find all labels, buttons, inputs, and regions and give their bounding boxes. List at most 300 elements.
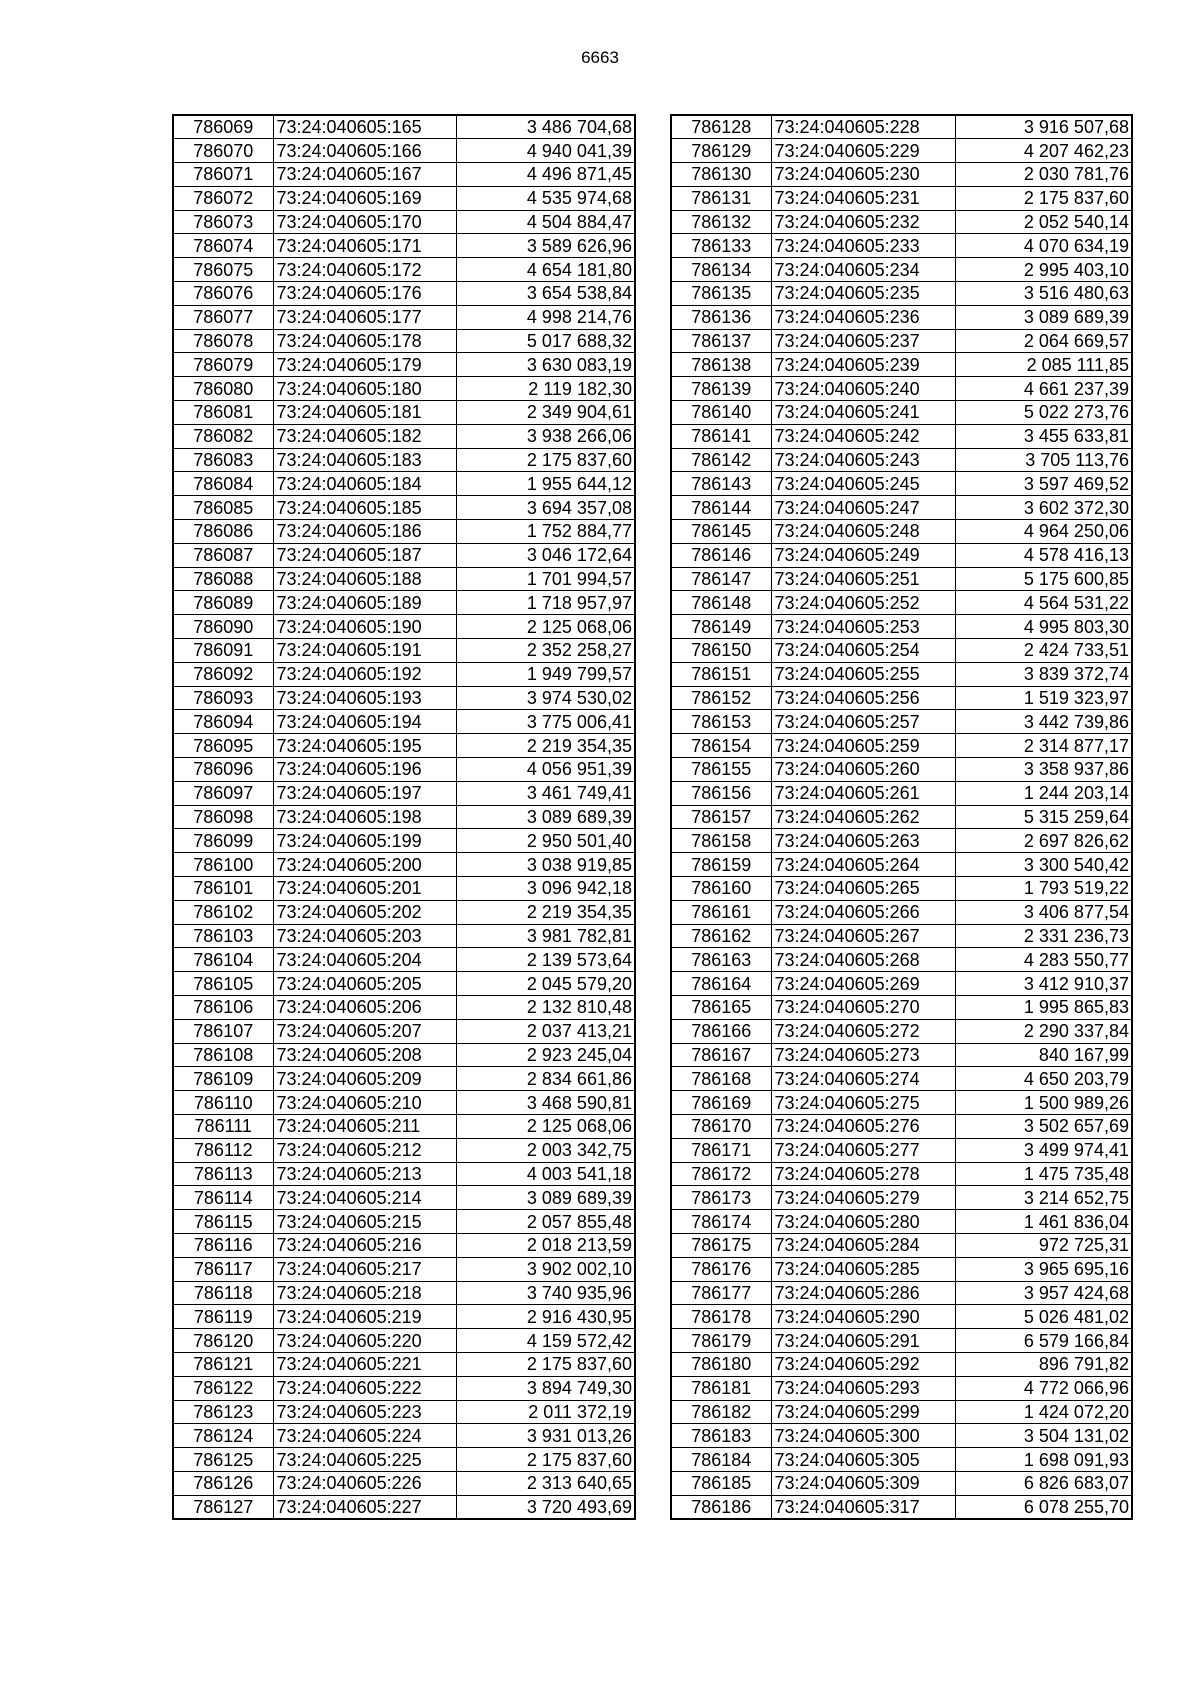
- row-number-cell: 786153: [671, 710, 771, 734]
- cadastral-number-cell: 73:24:040605:193: [273, 686, 456, 710]
- row-number-cell: 786156: [671, 781, 771, 805]
- row-number-cell: 786136: [671, 305, 771, 329]
- table-row: [173, 1186, 635, 1210]
- table-row: [671, 1138, 1132, 1162]
- row-number-cell: 786173: [671, 1186, 771, 1210]
- table-row: [173, 448, 635, 472]
- value-cell: 1 793 519,22: [955, 877, 1132, 901]
- row-number-cell: 786185: [671, 1471, 771, 1495]
- cadastral-number-cell: 73:24:040605:277: [771, 1138, 955, 1162]
- table-row: [671, 1424, 1132, 1448]
- value-cell: 840 167,99: [955, 1043, 1132, 1067]
- row-number-cell: 786134: [671, 258, 771, 282]
- row-number-cell: 786179: [671, 1329, 771, 1353]
- table-row: [671, 1352, 1132, 1376]
- row-number-cell: 786072: [173, 186, 273, 210]
- cadastral-number-cell: 73:24:040605:254: [771, 639, 955, 663]
- row-number-cell: 786155: [671, 758, 771, 782]
- row-number-cell: 786163: [671, 948, 771, 972]
- value-cell: 2 132 810,48: [456, 995, 635, 1019]
- table-row: [671, 1067, 1132, 1091]
- row-number-cell: 786099: [173, 829, 273, 853]
- row-number-cell: 786172: [671, 1162, 771, 1186]
- table-row: [173, 424, 635, 448]
- cadastral-number-cell: 73:24:040605:241: [771, 401, 955, 425]
- value-cell: 3 965 695,16: [955, 1257, 1132, 1281]
- row-number-cell: 786135: [671, 282, 771, 306]
- cadastral-number-cell: 73:24:040605:284: [771, 1233, 955, 1257]
- cadastral-number-cell: 73:24:040605:178: [273, 329, 456, 353]
- cadastral-number-cell: 73:24:040605:207: [273, 1019, 456, 1043]
- value-cell: 2 219 354,35: [456, 900, 635, 924]
- value-cell: 2 950 501,40: [456, 829, 635, 853]
- cadastral-number-cell: 73:24:040605:278: [771, 1162, 955, 1186]
- value-cell: 2 119 182,30: [456, 377, 635, 401]
- table-row: [173, 1424, 635, 1448]
- table-row: [173, 615, 635, 639]
- row-number-cell: 786078: [173, 329, 273, 353]
- table-row: [671, 710, 1132, 734]
- row-number-cell: 786174: [671, 1210, 771, 1234]
- table-body-left: [173, 115, 635, 1519]
- value-cell: 1 752 884,77: [456, 520, 635, 544]
- table-row: [671, 900, 1132, 924]
- cadastral-number-cell: 73:24:040605:305: [771, 1448, 955, 1472]
- cadastral-number-cell: 73:24:040605:260: [771, 758, 955, 782]
- row-number-cell: 786122: [173, 1376, 273, 1400]
- value-cell: 5 175 600,85: [955, 567, 1132, 591]
- cadastral-number-cell: 73:24:040605:188: [273, 567, 456, 591]
- table-row: [173, 1067, 635, 1091]
- table-row: [671, 210, 1132, 234]
- value-cell: 4 650 203,79: [955, 1067, 1132, 1091]
- cadastral-number-cell: 73:24:040605:169: [273, 186, 456, 210]
- table-row: [671, 234, 1132, 258]
- value-cell: 2 037 413,21: [456, 1019, 635, 1043]
- cadastral-number-cell: 73:24:040605:235: [771, 282, 955, 306]
- cadastral-number-cell: 73:24:040605:293: [771, 1376, 955, 1400]
- value-cell: 3 214 652,75: [955, 1186, 1132, 1210]
- value-cell: 3 957 424,68: [955, 1281, 1132, 1305]
- row-number-cell: 786074: [173, 234, 273, 258]
- value-cell: 4 496 871,45: [456, 163, 635, 187]
- cadastral-number-cell: 73:24:040605:180: [273, 377, 456, 401]
- cadastral-number-cell: 73:24:040605:239: [771, 353, 955, 377]
- cadastral-number-cell: 73:24:040605:292: [771, 1352, 955, 1376]
- cadastral-number-cell: 73:24:040605:230: [771, 163, 955, 187]
- table-row: [671, 591, 1132, 615]
- value-cell: 3 705 113,76: [955, 448, 1132, 472]
- table-row: [671, 305, 1132, 329]
- cadastral-number-cell: 73:24:040605:228: [771, 115, 955, 139]
- row-number-cell: 786157: [671, 805, 771, 829]
- value-cell: 3 412 910,37: [955, 972, 1132, 996]
- table-row: [173, 639, 635, 663]
- value-cell: 3 775 006,41: [456, 710, 635, 734]
- page-number: 6663: [581, 48, 619, 67]
- table-row: [173, 472, 635, 496]
- value-cell: 4 207 462,23: [955, 139, 1132, 163]
- table-row: [173, 710, 635, 734]
- value-cell: 3 602 372,30: [955, 496, 1132, 520]
- table-row: [173, 1471, 635, 1495]
- table-row: [173, 115, 635, 139]
- row-number-cell: 786117: [173, 1257, 273, 1281]
- cadastral-number-cell: 73:24:040605:291: [771, 1329, 955, 1353]
- cadastral-number-cell: 73:24:040605:176: [273, 282, 456, 306]
- cadastral-number-cell: 73:24:040605:167: [273, 163, 456, 187]
- table-row: [671, 1281, 1132, 1305]
- cadastral-number-cell: 73:24:040605:223: [273, 1400, 456, 1424]
- row-number-cell: 786084: [173, 472, 273, 496]
- cadastral-number-cell: 73:24:040605:261: [771, 781, 955, 805]
- cadastral-number-cell: 73:24:040605:200: [273, 853, 456, 877]
- table-row: [671, 639, 1132, 663]
- value-cell: 3 894 749,30: [456, 1376, 635, 1400]
- row-number-cell: 786139: [671, 377, 771, 401]
- table-row: [671, 781, 1132, 805]
- value-cell: 1 424 072,20: [955, 1400, 1132, 1424]
- cadastral-number-cell: 73:24:040605:165: [273, 115, 456, 139]
- row-number-cell: 786115: [173, 1210, 273, 1234]
- row-number-cell: 786161: [671, 900, 771, 924]
- value-cell: 4 995 803,30: [955, 615, 1132, 639]
- value-cell: 4 504 884,47: [456, 210, 635, 234]
- row-number-cell: 786119: [173, 1305, 273, 1329]
- cadastral-number-cell: 73:24:040605:218: [273, 1281, 456, 1305]
- table-row: [671, 1495, 1132, 1519]
- value-cell: 2 424 733,51: [955, 639, 1132, 663]
- table-row: [671, 448, 1132, 472]
- table-row: [671, 567, 1132, 591]
- row-number-cell: 786112: [173, 1138, 273, 1162]
- cadastral-number-cell: 73:24:040605:185: [273, 496, 456, 520]
- table-row: [173, 1495, 635, 1519]
- cadastral-number-cell: 73:24:040605:194: [273, 710, 456, 734]
- value-cell: 1 519 323,97: [955, 686, 1132, 710]
- value-cell: 1 500 989,26: [955, 1091, 1132, 1115]
- table-row: [173, 543, 635, 567]
- table-row: [671, 543, 1132, 567]
- value-cell: 2 219 354,35: [456, 734, 635, 758]
- value-cell: 2 064 669,57: [955, 329, 1132, 353]
- table-row: [173, 877, 635, 901]
- cadastral-number-cell: 73:24:040605:211: [273, 1114, 456, 1138]
- table-row: [173, 520, 635, 544]
- table-row: [173, 377, 635, 401]
- cadastral-number-cell: 73:24:040605:273: [771, 1043, 955, 1067]
- row-number-cell: 786086: [173, 520, 273, 544]
- row-number-cell: 786087: [173, 543, 273, 567]
- table-row: [173, 662, 635, 686]
- row-number-cell: 786110: [173, 1091, 273, 1115]
- value-cell: 6 078 255,70: [955, 1495, 1132, 1519]
- table-row: [671, 948, 1132, 972]
- table-row: [173, 1138, 635, 1162]
- row-number-cell: 786107: [173, 1019, 273, 1043]
- table-row: [671, 1114, 1132, 1138]
- table-row: [173, 329, 635, 353]
- row-number-cell: 786091: [173, 639, 273, 663]
- value-cell: 1 475 735,48: [955, 1162, 1132, 1186]
- value-cell: 1 244 203,14: [955, 781, 1132, 805]
- table-row: [173, 163, 635, 187]
- row-number-cell: 786100: [173, 853, 273, 877]
- table-row: [671, 1257, 1132, 1281]
- row-number-cell: 786160: [671, 877, 771, 901]
- data-table-right: [670, 114, 1133, 1520]
- table-row: [671, 520, 1132, 544]
- value-cell: 2 045 579,20: [456, 972, 635, 996]
- cadastral-number-cell: 73:24:040605:270: [771, 995, 955, 1019]
- row-number-cell: 786184: [671, 1448, 771, 1472]
- table-row: [671, 1043, 1132, 1067]
- row-number-cell: 786073: [173, 210, 273, 234]
- cadastral-number-cell: 73:24:040605:274: [771, 1067, 955, 1091]
- row-number-cell: 786093: [173, 686, 273, 710]
- value-cell: 3 902 002,10: [456, 1257, 635, 1281]
- cadastral-number-cell: 73:24:040605:195: [273, 734, 456, 758]
- row-number-cell: 786178: [671, 1305, 771, 1329]
- row-number-cell: 786147: [671, 567, 771, 591]
- cadastral-number-cell: 73:24:040605:201: [273, 877, 456, 901]
- table-row: [671, 1233, 1132, 1257]
- table-row: [173, 948, 635, 972]
- table-row: [671, 1091, 1132, 1115]
- row-number-cell: 786094: [173, 710, 273, 734]
- row-number-cell: 786118: [173, 1281, 273, 1305]
- value-cell: 4 964 250,06: [955, 520, 1132, 544]
- row-number-cell: 786170: [671, 1114, 771, 1138]
- value-cell: 3 468 590,81: [456, 1091, 635, 1115]
- row-number-cell: 786159: [671, 853, 771, 877]
- row-number-cell: 786182: [671, 1400, 771, 1424]
- row-number-cell: 786075: [173, 258, 273, 282]
- row-number-cell: 786165: [671, 995, 771, 1019]
- row-number-cell: 786133: [671, 234, 771, 258]
- row-number-cell: 786081: [173, 401, 273, 425]
- row-number-cell: 786181: [671, 1376, 771, 1400]
- value-cell: 3 502 657,69: [955, 1114, 1132, 1138]
- table-row: [671, 258, 1132, 282]
- table-row: [671, 877, 1132, 901]
- cadastral-number-cell: 73:24:040605:202: [273, 900, 456, 924]
- table-row: [671, 1400, 1132, 1424]
- table-row: [173, 924, 635, 948]
- table-row: [671, 424, 1132, 448]
- value-cell: 3 089 689,39: [456, 1186, 635, 1210]
- cadastral-number-cell: 73:24:040605:209: [273, 1067, 456, 1091]
- cadastral-number-cell: 73:24:040605:309: [771, 1471, 955, 1495]
- row-number-cell: 786176: [671, 1257, 771, 1281]
- value-cell: 3 694 357,08: [456, 496, 635, 520]
- cadastral-number-cell: 73:24:040605:240: [771, 377, 955, 401]
- row-number-cell: 786096: [173, 758, 273, 782]
- value-cell: 4 070 634,19: [955, 234, 1132, 258]
- cadastral-number-cell: 73:24:040605:186: [273, 520, 456, 544]
- cadastral-number-cell: 73:24:040605:184: [273, 472, 456, 496]
- row-number-cell: 786142: [671, 448, 771, 472]
- value-cell: 4 654 181,80: [456, 258, 635, 282]
- row-number-cell: 786127: [173, 1495, 273, 1519]
- value-cell: 2 030 781,76: [955, 163, 1132, 187]
- value-cell: 2 834 661,86: [456, 1067, 635, 1091]
- row-number-cell: 786145: [671, 520, 771, 544]
- cadastral-number-cell: 73:24:040605:213: [273, 1162, 456, 1186]
- cadastral-number-cell: 73:24:040605:199: [273, 829, 456, 853]
- cadastral-number-cell: 73:24:040605:264: [771, 853, 955, 877]
- table-row: [671, 1162, 1132, 1186]
- row-number-cell: 786132: [671, 210, 771, 234]
- row-number-cell: 786077: [173, 305, 273, 329]
- cadastral-number-cell: 73:24:040605:221: [273, 1352, 456, 1376]
- row-number-cell: 786164: [671, 972, 771, 996]
- table-row: [671, 1210, 1132, 1234]
- value-cell: 2 290 337,84: [955, 1019, 1132, 1043]
- row-number-cell: 786131: [671, 186, 771, 210]
- value-cell: 1 461 836,04: [955, 1210, 1132, 1234]
- row-number-cell: 786154: [671, 734, 771, 758]
- cadastral-number-cell: 73:24:040605:262: [771, 805, 955, 829]
- row-number-cell: 786105: [173, 972, 273, 996]
- row-number-cell: 786148: [671, 591, 771, 615]
- value-cell: 4 998 214,76: [456, 305, 635, 329]
- table-row: [173, 1376, 635, 1400]
- row-number-cell: 786126: [173, 1471, 273, 1495]
- table-row: [671, 662, 1132, 686]
- table-row: [671, 758, 1132, 782]
- table-row: [173, 1162, 635, 1186]
- value-cell: 3 974 530,02: [456, 686, 635, 710]
- cadastral-number-cell: 73:24:040605:225: [273, 1448, 456, 1472]
- table-row: [173, 758, 635, 782]
- value-cell: 2 313 640,65: [456, 1471, 635, 1495]
- table-row: [671, 1186, 1132, 1210]
- table-row: [173, 972, 635, 996]
- table-row: [671, 829, 1132, 853]
- value-cell: 2 697 826,62: [955, 829, 1132, 853]
- row-number-cell: 786097: [173, 781, 273, 805]
- table-row: [671, 1471, 1132, 1495]
- cadastral-number-cell: 73:24:040605:249: [771, 543, 955, 567]
- value-cell: 3 938 266,06: [456, 424, 635, 448]
- row-number-cell: 786141: [671, 424, 771, 448]
- cadastral-number-cell: 73:24:040605:255: [771, 662, 955, 686]
- value-cell: 5 022 273,76: [955, 401, 1132, 425]
- row-number-cell: 786085: [173, 496, 273, 520]
- table-row: [671, 972, 1132, 996]
- table-row: [671, 995, 1132, 1019]
- table-row: [173, 186, 635, 210]
- row-number-cell: 786071: [173, 163, 273, 187]
- row-number-cell: 786101: [173, 877, 273, 901]
- cadastral-number-cell: 73:24:040605:224: [273, 1424, 456, 1448]
- table-row: [671, 282, 1132, 306]
- value-cell: 2 314 877,17: [955, 734, 1132, 758]
- value-cell: 3 089 689,39: [955, 305, 1132, 329]
- cadastral-number-cell: 73:24:040605:269: [771, 972, 955, 996]
- table-row: [173, 401, 635, 425]
- value-cell: 4 056 951,39: [456, 758, 635, 782]
- row-number-cell: 786083: [173, 448, 273, 472]
- value-cell: 3 499 974,41: [955, 1138, 1132, 1162]
- cadastral-number-cell: 73:24:040605:196: [273, 758, 456, 782]
- row-number-cell: 786180: [671, 1352, 771, 1376]
- cadastral-number-cell: 73:24:040605:177: [273, 305, 456, 329]
- table-row: [671, 1329, 1132, 1353]
- row-number-cell: 786150: [671, 639, 771, 663]
- table-row: [173, 1233, 635, 1257]
- table-row: [173, 1210, 635, 1234]
- row-number-cell: 786140: [671, 401, 771, 425]
- table-row: [173, 1352, 635, 1376]
- value-cell: 3 406 877,54: [955, 900, 1132, 924]
- cadastral-number-cell: 73:24:040605:280: [771, 1210, 955, 1234]
- row-number-cell: 786166: [671, 1019, 771, 1043]
- cadastral-number-cell: 73:24:040605:205: [273, 972, 456, 996]
- cadastral-number-cell: 73:24:040605:191: [273, 639, 456, 663]
- value-cell: 1 701 994,57: [456, 567, 635, 591]
- value-cell: 1 698 091,93: [955, 1448, 1132, 1472]
- row-number-cell: 786098: [173, 805, 273, 829]
- cadastral-number-cell: 73:24:040605:245: [771, 472, 955, 496]
- value-cell: 3 504 131,02: [955, 1424, 1132, 1448]
- row-number-cell: 786120: [173, 1329, 273, 1353]
- cadastral-number-cell: 73:24:040605:179: [273, 353, 456, 377]
- value-cell: 3 720 493,69: [456, 1495, 635, 1519]
- row-number-cell: 786171: [671, 1138, 771, 1162]
- row-number-cell: 786116: [173, 1233, 273, 1257]
- cadastral-number-cell: 73:24:040605:182: [273, 424, 456, 448]
- cadastral-number-cell: 73:24:040605:253: [771, 615, 955, 639]
- value-cell: 4 578 416,13: [955, 543, 1132, 567]
- cadastral-number-cell: 73:24:040605:285: [771, 1257, 955, 1281]
- cadastral-number-cell: 73:24:040605:290: [771, 1305, 955, 1329]
- value-cell: 3 461 749,41: [456, 781, 635, 805]
- cadastral-number-cell: 73:24:040605:232: [771, 210, 955, 234]
- row-number-cell: 786079: [173, 353, 273, 377]
- cadastral-number-cell: 73:24:040605:257: [771, 710, 955, 734]
- value-cell: 3 486 704,68: [456, 115, 635, 139]
- cadastral-number-cell: 73:24:040605:266: [771, 900, 955, 924]
- table-row: [173, 1448, 635, 1472]
- table-row: [671, 686, 1132, 710]
- cadastral-number-cell: 73:24:040605:216: [273, 1233, 456, 1257]
- cadastral-number-cell: 73:24:040605:236: [771, 305, 955, 329]
- table-row: [173, 139, 635, 163]
- value-cell: 3 455 633,81: [955, 424, 1132, 448]
- cadastral-number-cell: 73:24:040605:181: [273, 401, 456, 425]
- table-row: [173, 282, 635, 306]
- value-cell: 2 331 236,73: [955, 924, 1132, 948]
- table-body-right: [671, 115, 1132, 1519]
- table-row: [173, 258, 635, 282]
- value-cell: 4 535 974,68: [456, 186, 635, 210]
- value-cell: 2 057 855,48: [456, 1210, 635, 1234]
- table-row: [173, 781, 635, 805]
- row-number-cell: 786121: [173, 1352, 273, 1376]
- table-row: [671, 1376, 1132, 1400]
- row-number-cell: 786128: [671, 115, 771, 139]
- value-cell: 1 955 644,12: [456, 472, 635, 496]
- table-row: [173, 1305, 635, 1329]
- row-number-cell: 786162: [671, 924, 771, 948]
- row-number-cell: 786129: [671, 139, 771, 163]
- value-cell: 2 995 403,10: [955, 258, 1132, 282]
- cadastral-number-cell: 73:24:040605:166: [273, 139, 456, 163]
- value-cell: 2 175 837,60: [955, 186, 1132, 210]
- cadastral-number-cell: 73:24:040605:272: [771, 1019, 955, 1043]
